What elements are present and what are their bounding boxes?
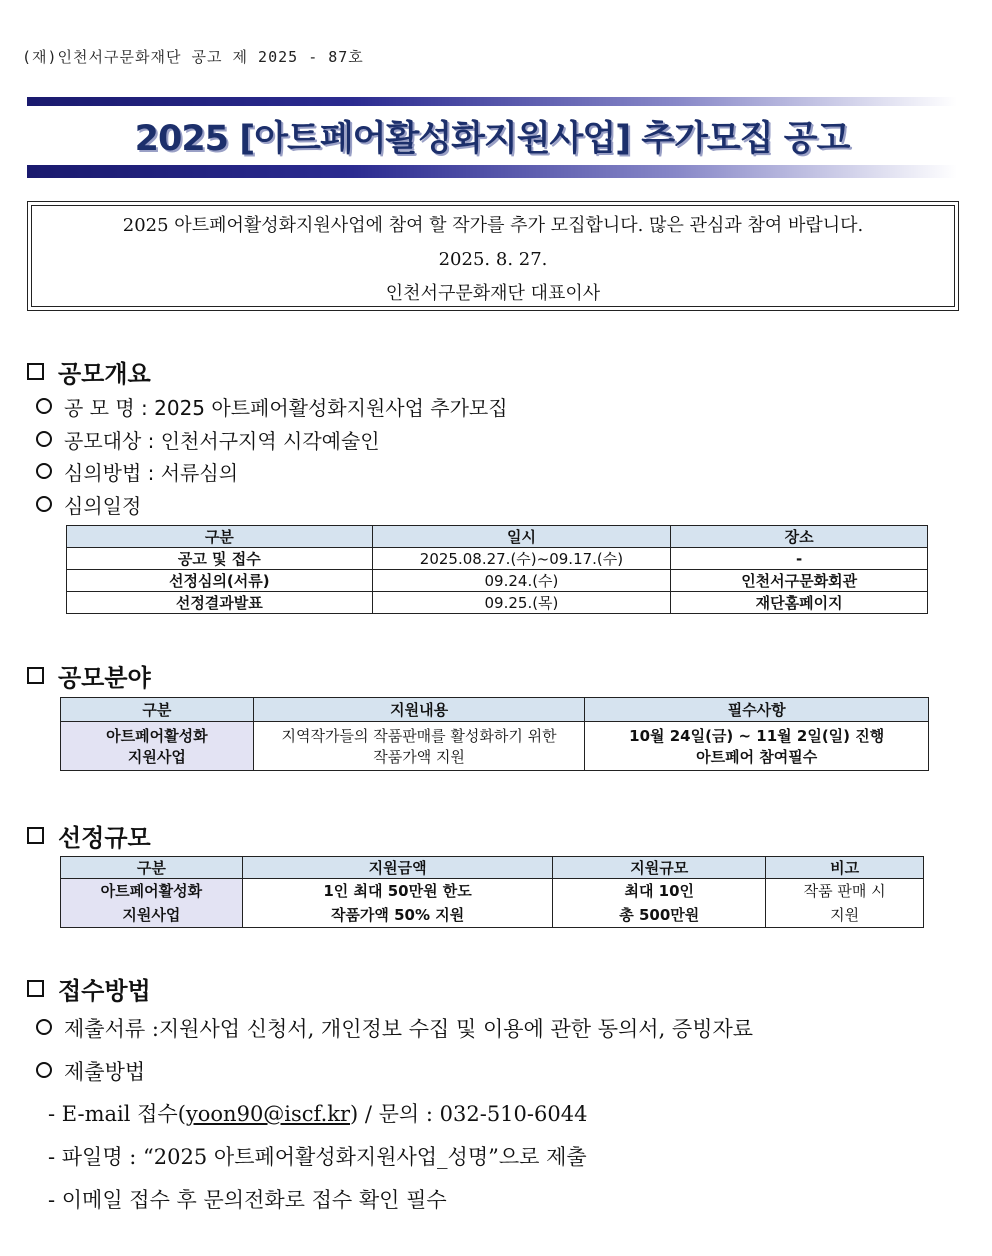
section-field-heading: 공모분야 [27, 658, 151, 693]
field-header-content: 지원내용 [253, 698, 585, 722]
table-row: 선정결과발표 09.25.(목) 재단홈페이지 [67, 592, 928, 614]
section-submission-heading: 접수방법 [27, 971, 151, 1006]
notice-number: (재)인천서구문화재단 공고 제 2025 - 87호 [22, 48, 364, 66]
circle-bullet-icon [36, 463, 52, 479]
field-table [60, 697, 929, 771]
intro-signer: 인천서구문화재단 대표이사 [385, 283, 601, 304]
page-title: 2025 [아트페어활성화지원사업] 추가모집 공고 [134, 119, 850, 159]
square-bullet-icon [27, 827, 44, 844]
field-header-required: 필수사항 [585, 698, 929, 722]
schedule-header-place: 장소 [671, 526, 928, 548]
square-bullet-icon [27, 980, 44, 997]
table-row: 아트페어활성화 지원사업 1인 최대 50만원 한도 작품가액 50% 지원 최대 10인 총 500만원 작품 판매 시 지원 [61, 879, 924, 928]
intro-message: 2025 아트페어활성화지원사업에 참여 할 작가를 추가 모집합니다. 많은 관심과 참여 바랍니다. [122, 215, 864, 236]
table-row: 아트페어활성화 지원사업 지역작가들의 작품판매를 활성화하기 위한 작품가액 지원 10월 24일(금) ~ 11월 2일(일) 진행 아트페어 참여필수 [61, 722, 929, 771]
banner-top-bar [27, 97, 957, 106]
schedule-table [66, 525, 928, 614]
circle-bullet-icon [36, 398, 52, 414]
submission-confirm: - 이메일 접수 후 문의전화로 접수 확인 필수 [48, 1188, 447, 1212]
scale-header-size: 지원규모 [553, 857, 766, 879]
intro-date: 2025. 8. 27. [438, 249, 548, 270]
overview-item-target: 공모대상 : 인천서구지역 시각예술인 [36, 425, 380, 454]
circle-bullet-icon [36, 1019, 52, 1035]
banner-bottom-bar [27, 165, 957, 178]
scale-header-note: 비고 [766, 857, 924, 879]
overview-item-method: 심의방법 : 서류심의 [36, 457, 238, 486]
square-bullet-icon [27, 363, 44, 380]
scale-table [60, 856, 924, 928]
submission-docs: 제출서류 :지원사업 신청서, 개인정보 수집 및 이용에 관한 동의서, 증빙자료 [36, 1013, 753, 1043]
table-row: 공고 및 접수 2025.08.27.(수)~09.17.(수) - [67, 548, 928, 570]
submission-method: 제출방법 [36, 1056, 145, 1086]
overview-item-schedule: 심의일정 [36, 490, 141, 519]
title-banner [27, 95, 957, 181]
email-link[interactable]: yoon90@iscf.kr [185, 1102, 351, 1126]
schedule-header-category: 구분 [67, 526, 373, 548]
circle-bullet-icon [36, 1062, 52, 1078]
section-scale-heading: 선정규모 [27, 818, 151, 853]
scale-header-amount: 지원금액 [242, 857, 553, 879]
square-bullet-icon [27, 667, 44, 684]
table-row: 선정심의(서류) 09.24.(수) 인천서구문화회관 [67, 570, 928, 592]
submission-filename: - 파일명 : “2025 아트페어활성화지원사업_성명”으로 제출 [48, 1145, 587, 1169]
overview-item-name: 공 모 명 : 2025 아트페어활성화지원사업 추가모집 [36, 392, 508, 421]
submission-email-line: - E-mail 접수(yoon90@iscf.kr) / 문의 : 032-510-6044 [48, 1102, 588, 1126]
field-header-category: 구분 [61, 698, 254, 722]
circle-bullet-icon [36, 496, 52, 512]
intro-box [27, 201, 959, 311]
circle-bullet-icon [36, 431, 52, 447]
schedule-header-datetime: 일시 [372, 526, 671, 548]
scale-header-category: 구분 [61, 857, 243, 879]
section-overview-heading: 공모개요 [27, 354, 151, 389]
